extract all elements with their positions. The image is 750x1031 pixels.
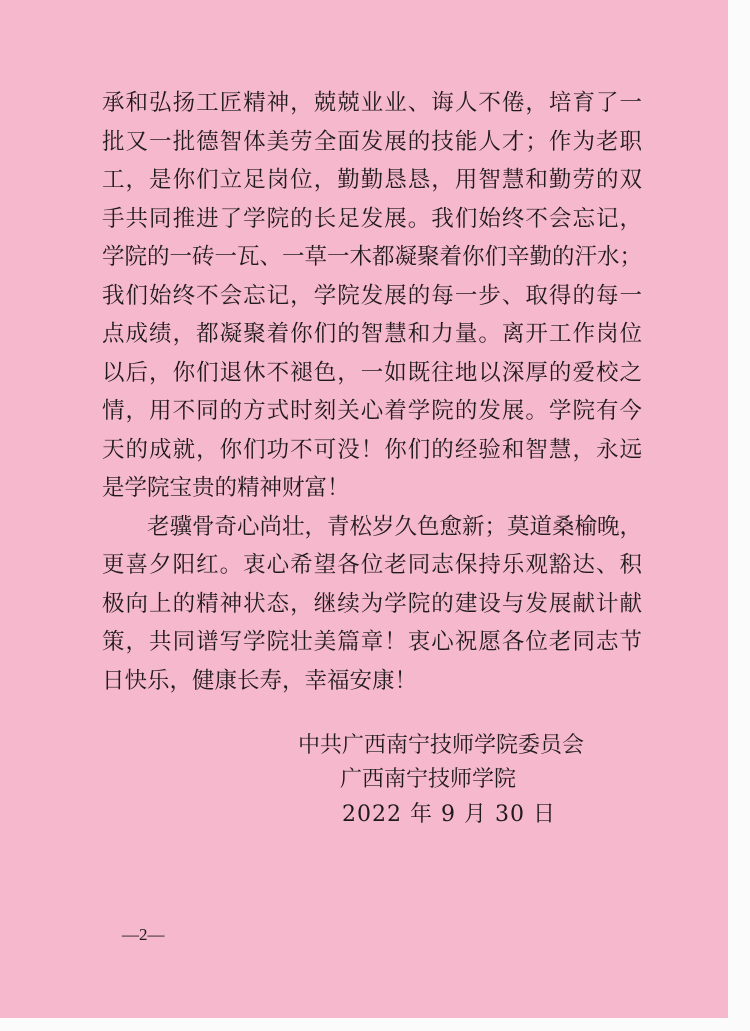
paragraph1-line: 点成绩，都凝聚着你们的智慧和力量。离开工作岗位 bbox=[102, 321, 642, 347]
paragraph2-line: 日快乐，健康长寿，幸福安康！ bbox=[102, 667, 418, 694]
paragraph1-line: 工，是你们立足岗位，勤勤恳恳，用智慧和勤劳的双 bbox=[102, 167, 642, 193]
paragraph1-line: 以后，你们退休不褪色，一如既往地以深厚的爱校之 bbox=[102, 359, 642, 386]
paragraph1-line: 手共同推进了学院的长足发展。我们始终不会忘记， bbox=[102, 205, 642, 232]
paragraph2-line: 更喜夕阳红。衷心希望各位老同志保持乐观豁达、积 bbox=[102, 552, 642, 578]
paragraph1-line: 我们始终不会忘记，学院发展的每一步、取得的每一 bbox=[102, 282, 642, 309]
paragraph2-line: 策，共同谱写学院壮美篇章！衷心祝愿各位老同志节 bbox=[102, 629, 642, 655]
paragraph2-line: 老骥骨奇心尚壮，青松岁久色愈新；莫道桑榆晚， bbox=[147, 513, 643, 540]
paragraph1-line: 承和弘扬工匠精神，兢兢业业、诲人不倦，培育了一 bbox=[102, 90, 642, 116]
paragraph1-line: 天的成就，你们功不可没！你们的经验和智慧，永远 bbox=[102, 436, 642, 463]
letter-body bbox=[102, 84, 642, 700]
signature-party-committee: 中共广西南宁技师学院委员会 bbox=[298, 733, 585, 758]
paragraph1-line: 学院的一砖一瓦、一草一木都凝聚着你们辛勤的汗水； bbox=[102, 244, 643, 270]
scan-margin-right bbox=[728, 0, 750, 1031]
paragraph2-line: 极向上的精神状态，继续为学院的建设与发展献计献 bbox=[102, 590, 642, 617]
paragraph1-line: 批又一批德智体美劳全面发展的技能人才；作为老职 bbox=[102, 128, 642, 155]
page-number: —2— bbox=[122, 925, 165, 944]
scan-margin-bottom bbox=[0, 1018, 750, 1031]
signature-institute: 广西南宁技师学院 bbox=[340, 767, 517, 792]
paragraph1-line: 情，用不同的方式时刻关心着学院的发展。学院有今 bbox=[102, 398, 642, 424]
paragraph1-line: 是学院宝贵的精神财富！ bbox=[102, 475, 350, 501]
signature-date: 2022 年 9 月 30 日 bbox=[342, 802, 556, 827]
